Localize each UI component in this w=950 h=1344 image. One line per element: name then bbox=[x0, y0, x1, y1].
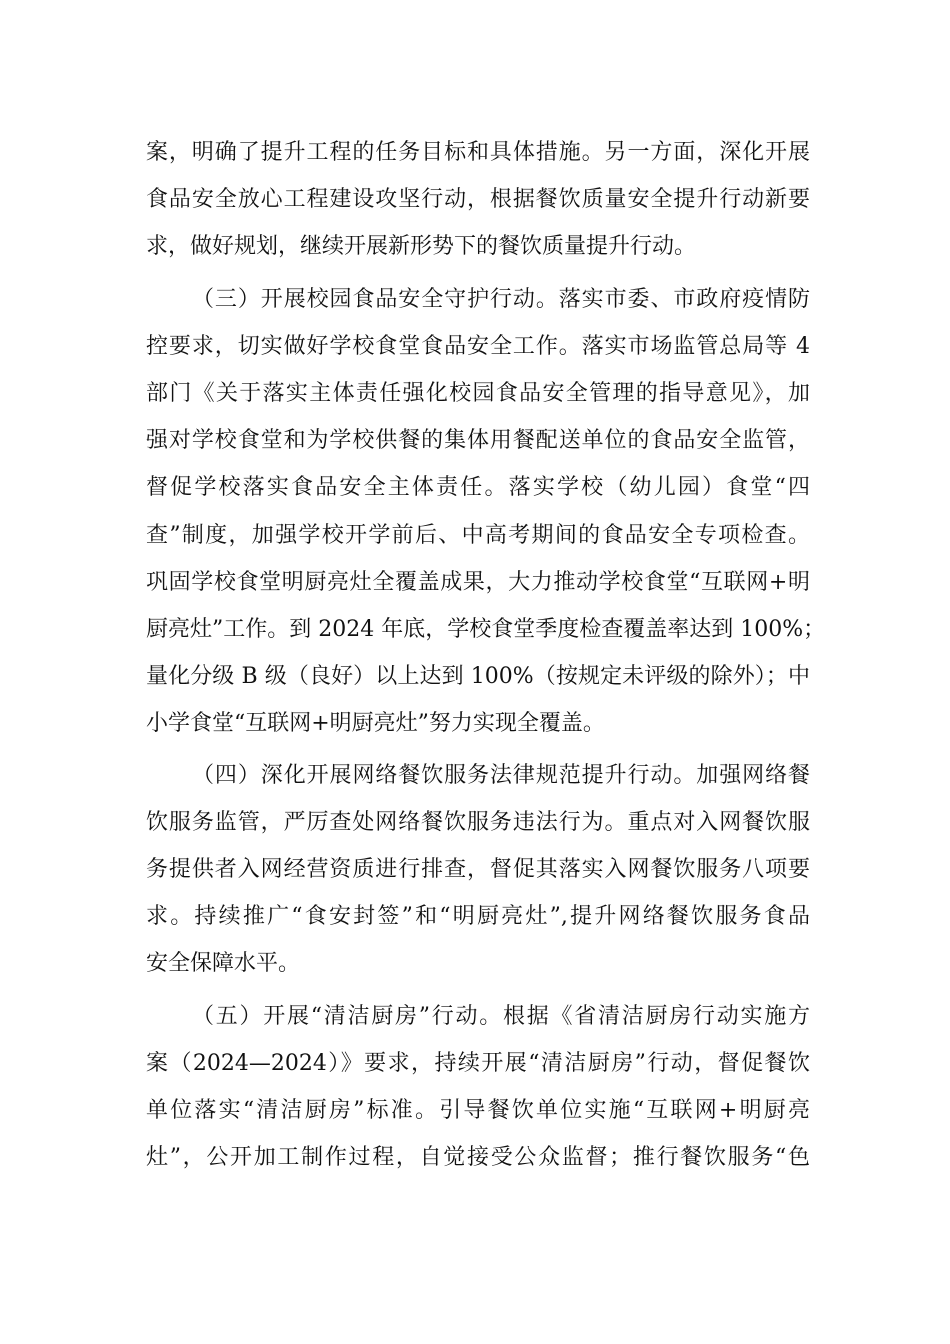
text-line: 饮服务监管，严厉查处网络餐饮服务违法行为。重点对入网餐饮服 bbox=[146, 810, 810, 835]
text-line: 案（2024—2024）》要求，持续开展“清洁厨房”行动，督促餐饮 bbox=[146, 1051, 810, 1076]
text-line: （五）开展“清洁厨房”行动。根据《省清洁厨房行动实施方 bbox=[192, 1004, 810, 1029]
text-line: 灶”，公开加工制作过程，自觉接受公众监督；推行餐饮服务“色 bbox=[146, 1145, 810, 1170]
text-line: 小学食堂“互联网+明厨亮灶”努力实现全覆盖。 bbox=[146, 711, 605, 736]
text-line: （三）开展校园食品安全守护行动。落实市委、市政府疫情防 bbox=[192, 287, 810, 312]
text-line: 控要求，切实做好学校食堂食品安全工作。落实市场监管总局等 4 bbox=[146, 334, 810, 359]
text-line: 量化分级 B 级（良好）以上达到 100%（按规定未评级的除外）；中 bbox=[146, 664, 810, 689]
text-line: （四）深化开展网络餐饮服务法律规范提升行动。加强网络餐 bbox=[192, 763, 810, 788]
text-line: 查”制度，加强学校开学前后、中高考期间的食品安全专项检查。 bbox=[146, 523, 810, 548]
text-line: 单位落实“清洁厨房”标准。引导餐饮单位实施“互联网+明厨亮 bbox=[146, 1098, 810, 1123]
text-line: 巩固学校食堂明厨亮灶全覆盖成果，大力推动学校食堂“互联网+明 bbox=[146, 570, 810, 595]
text-line: 强对学校食堂和为学校供餐的集体用餐配送单位的食品安全监管， bbox=[146, 428, 810, 453]
text-line: 督促学校落实食品安全主体责任。落实学校（幼儿园）食堂“四 bbox=[146, 475, 810, 500]
text-line: 食品安全放心工程建设攻坚行动，根据餐饮质量安全提升行动新要 bbox=[146, 187, 810, 212]
text-line: 厨亮灶”工作。到 2024 年底，学校食堂季度检查覆盖率达到 100%； bbox=[146, 617, 826, 642]
text-line: 求。持续推广“食安封签”和“明厨亮灶”,提升网络餐饮服务食品 bbox=[146, 904, 810, 929]
text-line: 案，明确了提升工程的任务目标和具体措施。另一方面，深化开展 bbox=[146, 140, 810, 165]
text-line: 务提供者入网经营资质进行排查，督促其落实入网餐饮服务八项要 bbox=[146, 857, 810, 882]
text-line: 安全保障水平。 bbox=[146, 951, 301, 976]
text-line: 求，做好规划，继续开展新形势下的餐饮质量提升行动。 bbox=[146, 234, 697, 259]
text-line: 部门《关于落实主体责任强化校园食品安全管理的指导意见》，加 bbox=[146, 381, 810, 406]
